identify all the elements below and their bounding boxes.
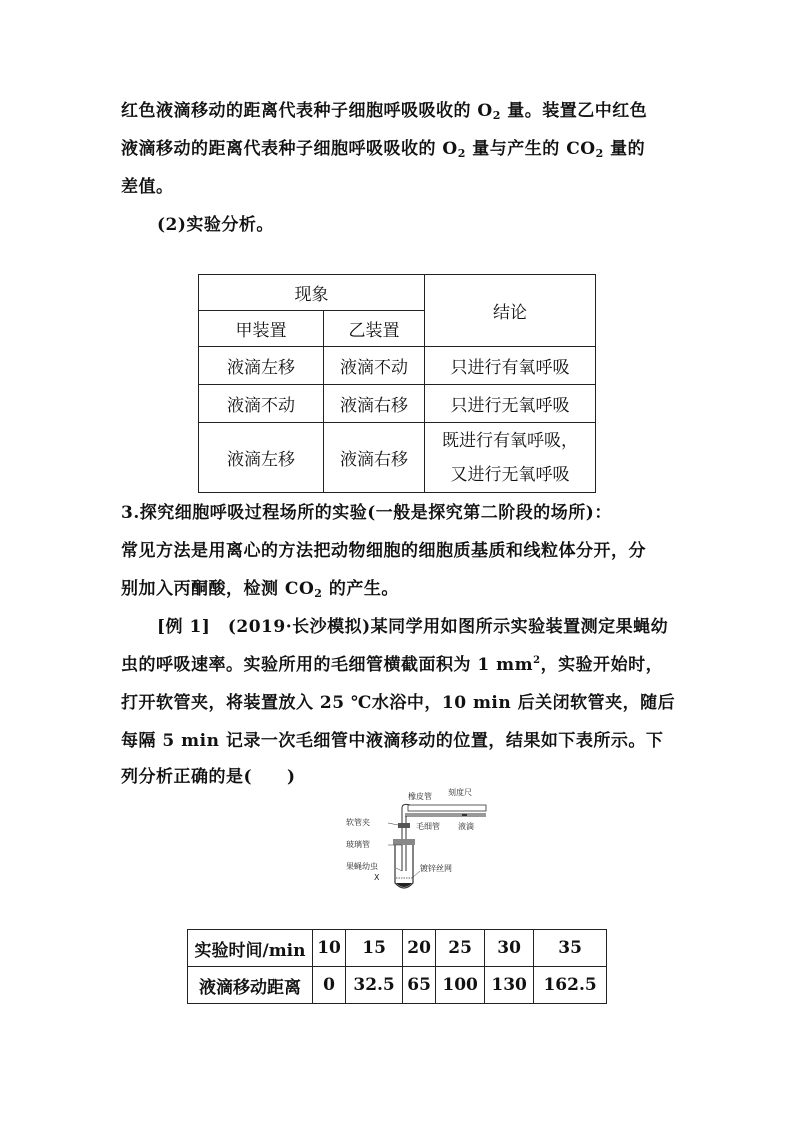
table-cell: 162.5 — [534, 967, 607, 1004]
subscript: 2 — [595, 147, 604, 160]
superscript: 2 — [533, 655, 541, 666]
text-line — [121, 574, 399, 600]
table-row — [199, 347, 596, 385]
table-cell: 液滴不动 — [324, 347, 425, 385]
clamp-shape — [398, 823, 410, 828]
text-segment: 红色液滴移动的距离代表种子细胞呼吸吸收的 O — [121, 101, 493, 121]
example-line: 打开软管夹，将装置放入 25 ℃水浴中，10 min 后关闭软管夹，随后 — [121, 693, 676, 713]
table-row — [188, 930, 607, 967]
label-scale: 刻度尺 — [448, 788, 472, 797]
table-cell: 只进行无氧呼吸 — [425, 385, 596, 423]
table-cell: 30 — [485, 930, 534, 967]
apparatus-figure — [340, 783, 490, 893]
header-jia: 甲装置 — [199, 311, 324, 347]
text-line: 常见方法是用离心的方法把动物细胞的细胞质基质和线粒体分开，分 — [121, 541, 646, 561]
table-row — [188, 967, 607, 1004]
subscript: 2 — [492, 109, 501, 122]
leader-line — [396, 868, 402, 871]
table-cell: 35 — [534, 930, 607, 967]
analysis-table — [198, 274, 596, 493]
text-segment: 量与产生的 CO — [465, 139, 596, 159]
text-segment: 量。装置乙中红色 — [500, 101, 648, 121]
table-cell: 只进行有氧呼吸 — [425, 347, 596, 385]
table-cell: 65 — [403, 967, 436, 1004]
droplet-shape — [462, 814, 467, 817]
table-cell: 液滴右移 — [324, 423, 425, 493]
table-cell: 20 — [403, 930, 436, 967]
text-line: 3.探究细胞呼吸过程场所的实验(一般是探究第二阶段的场所)： — [121, 503, 612, 523]
test-tube-shape — [395, 841, 413, 888]
table-cell: 液滴左移 — [199, 347, 324, 385]
section-heading: (2)实验分析。 — [157, 215, 274, 235]
label-droplet: 液滴 — [458, 822, 474, 831]
table-cell: 液滴左移 — [199, 423, 324, 493]
subscript: 2 — [314, 587, 323, 600]
header-yi: 乙装置 — [324, 311, 425, 347]
example-line: 列分析正确的是( ) — [121, 767, 296, 787]
ruler-shape — [408, 805, 486, 811]
table-row — [199, 385, 596, 423]
table-cell: 液滴右移 — [324, 385, 425, 423]
table-cell: 0 — [313, 967, 346, 1004]
text-segment: ，实验开始时， — [540, 655, 664, 675]
example-line: [例 1] (2019·长沙模拟)某同学用如图所示实验装置测定果蝇幼 — [157, 617, 669, 637]
text-line — [121, 134, 645, 160]
label-mesh: 镀锌丝网 — [420, 864, 452, 873]
table-cell: 100 — [436, 967, 485, 1004]
table-cell: 25 — [436, 930, 485, 967]
text-segment: 量的 — [603, 139, 646, 159]
stopper-shape — [393, 839, 415, 845]
label-larva: 果蝇幼虫 — [346, 862, 378, 871]
label-rubber-tube: 橡皮管 — [408, 792, 432, 801]
text-segment: 液滴移动的距离代表种子细胞呼吸吸收的 O — [121, 139, 458, 159]
label-soft-clamp: 软管夹 — [346, 818, 370, 827]
table-cell: 32.5 — [346, 967, 403, 1004]
table-cell: 液滴不动 — [199, 385, 324, 423]
label-glass-tube: 玻璃管 — [346, 840, 370, 849]
table-cell: 130 — [485, 967, 534, 1004]
example-line — [121, 650, 663, 675]
table-row — [199, 423, 596, 493]
table-cell: 15 — [346, 930, 403, 967]
header-conclusion: 结论 — [425, 275, 596, 347]
example-line: 每隔 5 min 记录一次毛细管中液滴移动的位置，结果如下表所示。下 — [121, 731, 664, 751]
leader-line — [388, 823, 398, 825]
text-line: 差值。 — [121, 177, 174, 197]
text-segment: 虫的呼吸速率。实验所用的毛细管横截面积为 1 mm — [121, 655, 534, 675]
text-segment: 别加入丙酮酸，检测 CO — [121, 579, 315, 599]
results-table — [187, 929, 607, 1004]
row-label: 液滴移动距离 — [188, 967, 313, 1004]
label-capillary: 毛细管 — [416, 822, 440, 831]
subscript: 2 — [457, 147, 466, 160]
table-cell: 10 — [313, 930, 346, 967]
header-phenomenon: 现象 — [199, 275, 425, 311]
label-x: X — [374, 873, 380, 882]
text-line — [121, 96, 647, 122]
conclusion-line: 又进行无氧呼吸 — [450, 464, 570, 485]
table-cell — [425, 423, 596, 493]
text-segment: 的产生。 — [322, 579, 399, 599]
row-label: 实验时间/min — [188, 930, 313, 967]
conclusion-line: 既进行有氧呼吸， — [442, 430, 578, 451]
